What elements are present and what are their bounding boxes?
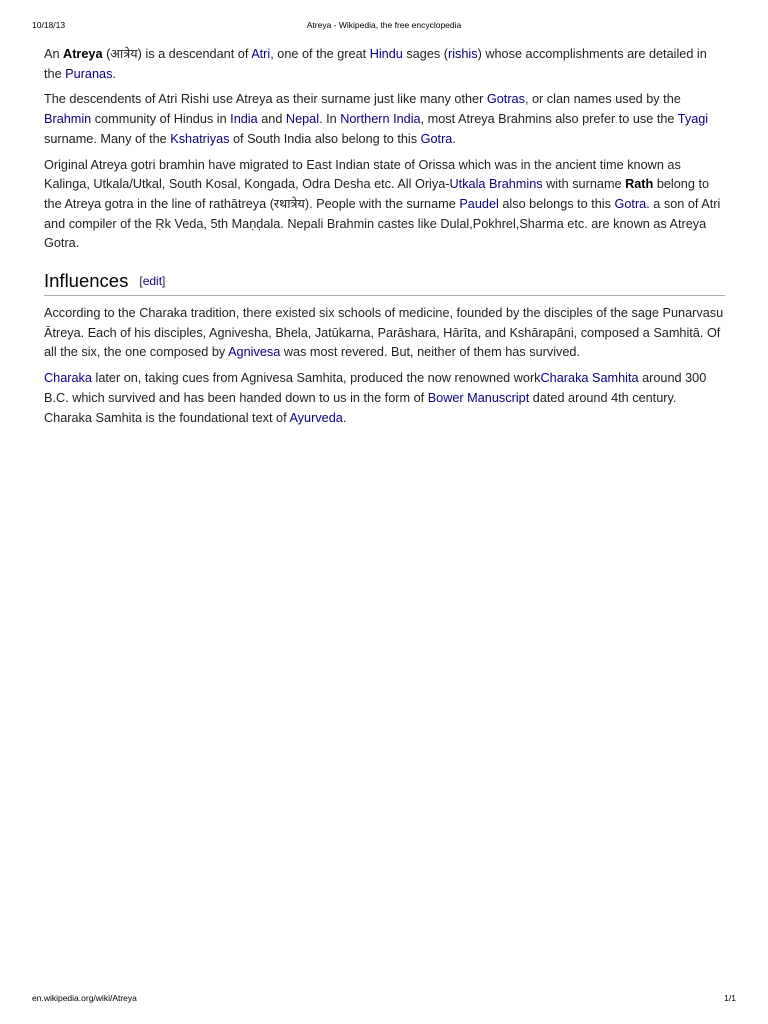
edit-bracket-close: ] [162,274,166,289]
link-ayurveda[interactable]: Ayurveda [289,410,343,425]
print-footer [32,993,736,1005]
term-atreya: Atreya [63,47,103,61]
link-brahmin[interactable]: Brahmin [44,112,92,127]
text-run: , most Atreya Brahmins also prefer to use the [420,112,678,127]
text-run: community of Hindus in [91,112,231,127]
link-gotra[interactable]: Gotra [420,131,453,146]
text-run: According to the Charaka tradition, there existed six schools of medicine, founded by the disciples of the sage Punarvasu Ātreya. Each of his disciples, Agnivesha, Bhela, Jatūkarna, Parāshara, Hārīta, and Kshārapāni, composed a Samhitā. Of all the six, the one composed by [44,306,724,360]
link-charaka-samhita[interactable]: Charaka Samhita [540,371,639,386]
text-run: later on, taking cues from Agnivesa Samhita, produced the now renowned work [91,371,541,386]
link-bower-manuscript[interactable]: Bower Manuscript [427,390,530,405]
link-kshatriyas[interactable]: Kshatriyas [170,131,230,146]
link-rishis[interactable]: rishis [447,47,478,61]
text-run: belong to the Atreya gotra in the line of rathātreya (रथात्रेय). People with the surname [44,177,710,211]
intro-paragraph [44,45,725,84]
text-run: . [342,410,347,425]
link-charaka[interactable]: Charaka [44,371,92,386]
print-date: 10/18/13 [32,20,66,30]
text-run: . a son of Atri and compiler of the Ṛk Veda, 5th Maṇḍala. Nepali Brahmin castes like Dulal,Pokhrel,Sharma etc. are known as Atreya Gotra. [44,196,721,251]
link-hindu[interactable]: Hindu [369,47,403,61]
orissa-paragraph [44,156,725,255]
term-rath: Rath [625,177,654,192]
text-run: (आत्रेय) is a descendant of [102,47,252,61]
link-puranas[interactable]: Puranas [65,66,113,81]
text-run: ) whose accomplishments are detailed in the [44,47,707,81]
text-run: also belongs to this [498,196,615,211]
text-run: An [44,47,64,61]
print-url: en.wikipedia.org/wiki/Atreya [32,993,137,1003]
link-paudel[interactable]: Paudel [459,196,499,211]
link-nepal[interactable]: Nepal [285,112,320,127]
link-gotras[interactable]: Gotras [486,92,525,107]
section-edit [139,274,165,288]
text-run: dated around 4th century. Charaka Samhita is the foundational text of [44,390,677,425]
charaka-tradition-paragraph [44,304,725,363]
text-run: around 300 B.C. which survived and has been handed down to us in the form of [44,371,707,405]
text-run: , one of the great [270,47,370,61]
text-run: , or clan names used by the [524,92,681,107]
charaka-samhita-paragraph [44,369,725,428]
print-header [32,20,736,32]
link-gotra[interactable]: Gotra [614,196,647,211]
text-run: surname. Many of the [44,131,171,146]
link-agnivesa[interactable]: Agnivesa [228,345,281,360]
text-run: with surname [542,177,626,192]
text-run: The descendents of Atri Rishi use Atreya as their surname just like many other [44,92,487,107]
surname-paragraph [44,90,725,149]
edit-bracket-open: [ [139,274,143,289]
edit-section-link[interactable]: edit [142,274,163,289]
link-utkala-brahmins[interactable]: Utkala Brahmins [449,177,543,192]
section-title: Influences [44,270,129,292]
text-run: of South India also belong to this [229,131,421,146]
print-page-number: 1/1 [724,993,736,1003]
link-atri[interactable]: Atri [251,47,271,61]
text-run: . In [319,112,341,127]
text-run: . [452,131,456,146]
link-tyagi[interactable]: Tyagi [677,112,709,127]
text-run: Original Atreya gotri bramhin have migrated to East Indian state of Orissa which was in the ancient time known as Kalinga, Utkala/Utkal, South Kosal, Kongada, Odra Desha etc. All Oriya- [44,157,681,192]
text-run: was most revered. But, neither of them has survived. [280,345,580,360]
print-page-title: Atreya - Wikipedia, the free encyclopedia [306,20,462,30]
link-india[interactable]: India [230,112,258,127]
article-content [44,45,725,434]
text-run: and [257,112,286,127]
text-run: sages ( [402,47,448,61]
link-northern-india[interactable]: Northern India [340,112,421,127]
text-run: . [112,66,116,81]
section-heading-influences [44,268,725,296]
